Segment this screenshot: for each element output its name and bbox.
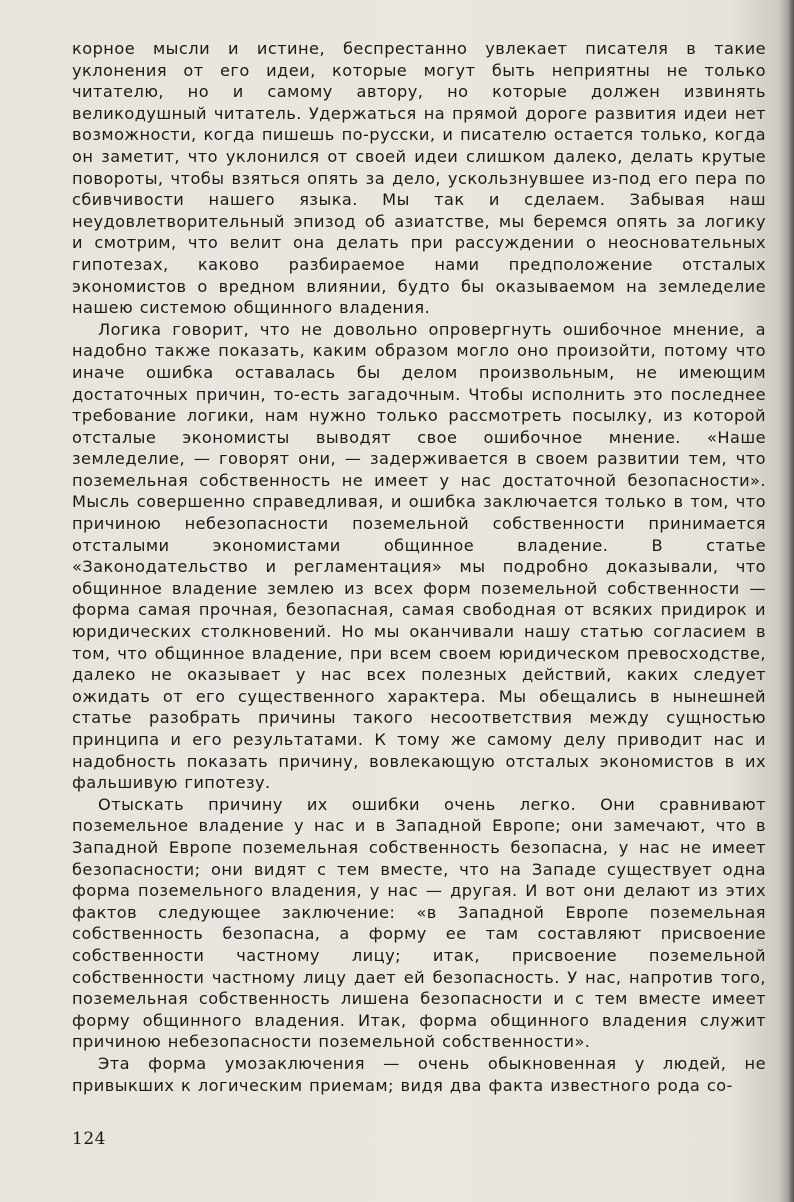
- body-text: [72, 38, 766, 1096]
- paragraph-4: Эта форма умозаключения — очень обыкновенная у людей, не привыкших к логическим приемам; видя два факта известного рода со-: [72, 1053, 766, 1095]
- paragraph-1: корное мысли и истине, беспрестанно увлекает писателя в такие уклонения от его идеи, которые могут быть неприятны не только читателю, но и самому автору, но которые должен извинять великодушный читатель. Удержаться на прямой дороге развития идеи нет возможности, когда пишешь по-русски, и писателю остается только, когда он заметит, что уклонился от своей идеи слишком далеко, делать крутые повороты, чтобы взяться опять за дело, ускользнувшее из-под его пера по сбивчивости нашего языка. Мы так и сделаем. Забывая наш неудовлетворительный эпизод об азиатстве, мы беремся опять за логику и смотрим, что велит она делать при рассуждении о неосновательных гипотезах, каково разбираемое нами предположение отсталых экономистов о вредном влиянии, будто бы оказываемом на земледелие нашею системою общинного владения.: [72, 39, 766, 318]
- paragraph-3: Отыскать причину их ошибки очень легко. Они сравнивают поземельное владение у нас и в Западной Европе; они замечают, что в Западной Европе поземельная собственность безопасна, у нас не имеет безопасности; они видят с тем вместе, что на Западе существует одна форма поземельного владения, у нас — другая. И вот они делают из этих фактов следующее заключение: «в Западной Европе поземельная собственность безопасна, а форму ее там составляют присвоение собственности частному лицу; итак, присвоение поземельной собственности частному лицу дает ей безопасность. У нас, напротив того, поземельная собственность лишена безопасности и с тем вместе имеет форму общинного владения. Итак, форма общинного владения служит причиною небезопасности поземельной собственности».: [72, 794, 766, 1052]
- page-number: 124: [72, 1129, 106, 1149]
- paragraph-2: Логика говорит, что не довольно опровергнуть ошибочное мнение, а надобно также показать, каким образом могло оно произойти, потому что иначе ошибка оставалась бы делом произвольным, не имеющим достаточных причин, то-есть загадочным. Чтобы исполнить это последнее требование логики, нам нужно только рассмотреть посылку, из которой отсталые экономисты выводят свое ошибочное мнение. «Наше земледелие, — говорят они, — задерживается в своем развитии тем, что поземельная собственность не имеет у нас достаточной безопасности». Мысль совершенно справедливая, и ошибка заключается только в том, что причиною небезопасности поземельной собственности принимается отсталыми экономистами общинное владение. В статье «Законодательство и регламентация» мы подробно доказывали, что общинное владение землею из всех форм поземельной собственности — форма самая прочная, безопасная, самая свободная от всяких придирок и юридических столкновений. Но мы оканчивали нашу статью согласием в том, что общинное владение, при всем своем юридическом превосходстве, далеко не оказывает у нас всех полезных действий, каких следует ожидать от его существенного характера. Мы обещались в нынешней статье разобрать причины такого несоответствия между сущностью принципа и его результатами. К тому же самому делу приводит нас и надобность показать причину, вовлекающую отсталых экономистов в их фальшивую гипотезу.: [72, 319, 766, 793]
